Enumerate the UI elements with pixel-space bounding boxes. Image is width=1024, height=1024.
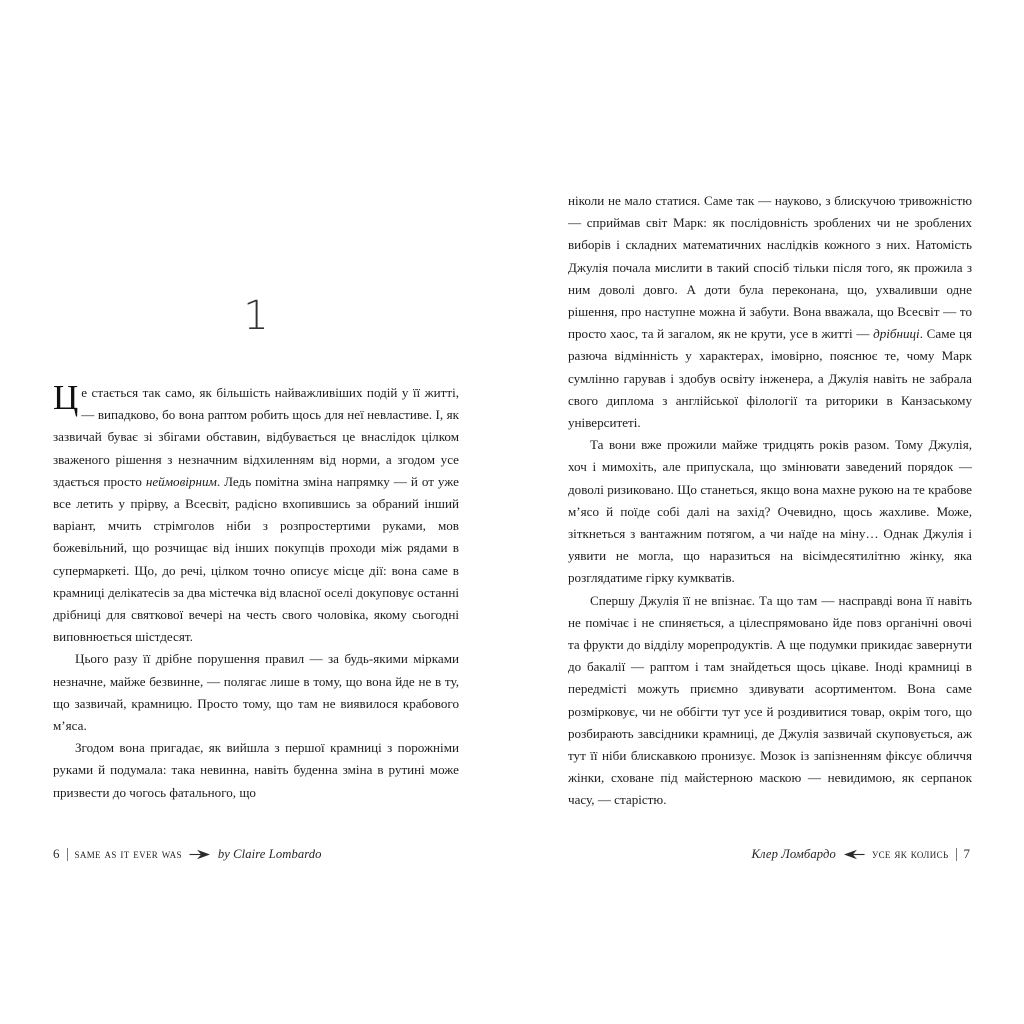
paragraph xyxy=(568,190,972,434)
right-page-textblock xyxy=(568,190,972,812)
paragraph xyxy=(53,648,459,737)
paragraph-text: Спершу Джулія її не впізнає. Та що там — насправді вона її навіть не помічає і не спиняється, а цілеспрямовано йде повз органічні овочі та фрукти до відділу морепродуктів. А ще подумки прикидає завернути до бакалії — раптом і там знайдеться щось цікаве. Іноді крамниці в передмісті можуть приємно здивувати асортиментом. Вона саме розмірковує, чи не оббігти тут усе й роздивитися товар, окрім того, що розбирають завсідники крамниці, де Джулія зазвичай скуповується, аж тут її ніби блискавкою пронизує. Мозок із запізненням фіксує обличчя жінки, сховане під майстерною маскою — невидимою, як серпанок часу, — старістю. xyxy=(568,592,972,808)
running-title: same as it ever was xyxy=(74,846,182,861)
paragraph xyxy=(568,434,972,589)
running-title: усе як колись xyxy=(871,846,949,861)
emphasis-text: дрібниці xyxy=(873,326,920,342)
paragraph xyxy=(53,737,459,804)
paragraph xyxy=(568,590,972,812)
paragraph-text: . Саме ця разюча відмінність у характерах, імовірно, пояснює те, чому Марк сумлінно гарував і здобув освіту інженера, а Джулія навіть не забрала свого диплома з англійської філології та риторики в Канзаському університеті. xyxy=(568,326,972,431)
arrow-right-icon xyxy=(189,849,211,860)
paragraph xyxy=(53,378,459,648)
paragraph-text: Цього разу її дрібне порушення правил — за будь-якими мірками незначне, майже безвинне, — полягає лише в тому, що вона йде не в ту, що зазвичай, крамницю. Просто тому, що там не виявилося крабового м’яса. xyxy=(53,651,459,734)
left-page-footer xyxy=(53,844,322,864)
footer-divider xyxy=(956,848,957,861)
arrow-left-icon xyxy=(843,849,865,860)
paragraph-text: Згодом вона пригадає, як вийшла з першої крамниці з порожніми руками й подумала: така невинна, навіть буденна зміна в рутині може призвести до чогось фатального, що xyxy=(53,740,459,800)
folio-page-number: 7 xyxy=(963,846,970,861)
paragraph-text: Та вони вже прожили майже тридцять років разом. Тому Джулія, хоч і мимохіть, але припускала, що змінювати заведений порядок — доволі ризиковано. Що станеться, якщо вона махне рукою на те крабове м’ясо й поїде собі далі на захід? Очевидно, щось жахливе. Може, зіткнеться з вантажним потягом, а чи наїде на міну… Однак Джулія і уявити не могла, що наразиться на вісімдесятилітню жінку, яка розглядатиме гірку кумкватів. xyxy=(568,437,972,586)
folio-page-number: 6 xyxy=(53,846,60,861)
paragraph-text: ніколи не мало статися. Саме так — науково, з блискучою тривожністю — сприймав світ Марк: як послідовність зроблених чи не зроблених виборів і складних математичних наслідків кожного з них. Натомість Джулія почала мислити в такий спосіб тільки після того, як прожила з ним доволі довго. А доти була переконана, що, ухваливши одне рішення, про наступне можна й забути. Вона вважала, що Всесвіт — то просто хаос, та й загалом, як не крути, усе в житті — xyxy=(568,193,972,342)
running-author: Клер Ломбардо xyxy=(751,846,836,861)
paragraph-text: . Ледь помітна зміна напрямку — й от уже все летить у прірву, а Всесвіт, радісно вхопившись за обраний інший варіант, мчить стрімголов ніби з розпростертими руками, мов божевільний, що розчищає від інших покупців проходи між рядами в супермаркеті. Що, до речі, цілком точно описує місце дії: вона саме в крамниці делікатесів за два містечка від власної оселі докуповує останні дрібниці для святкової вечері на честь свого чоловіка, якому сьогодні виповнюється шістдесят. xyxy=(53,473,459,645)
emphasis-text: неймовірним xyxy=(145,473,217,489)
drop-cap: Ц xyxy=(53,378,79,417)
paragraph-text: е стається так само, як більшість найважливіших подій у її житті, — випадково, бо вона раптом робить щось для неї невластиве. І, як зазвичай буває зі збігами обставин, відбувається це внаслідок цілком зваженого рішення з незначним відхиленням від норми, а згодом усе здається просто xyxy=(53,385,459,489)
running-author: by Claire Lombardo xyxy=(217,846,322,861)
left-page-textblock xyxy=(53,293,459,804)
right-page xyxy=(512,0,1024,1024)
right-page-footer xyxy=(752,844,970,864)
footer-divider xyxy=(67,848,68,861)
chapter-number: 1 xyxy=(243,293,269,339)
